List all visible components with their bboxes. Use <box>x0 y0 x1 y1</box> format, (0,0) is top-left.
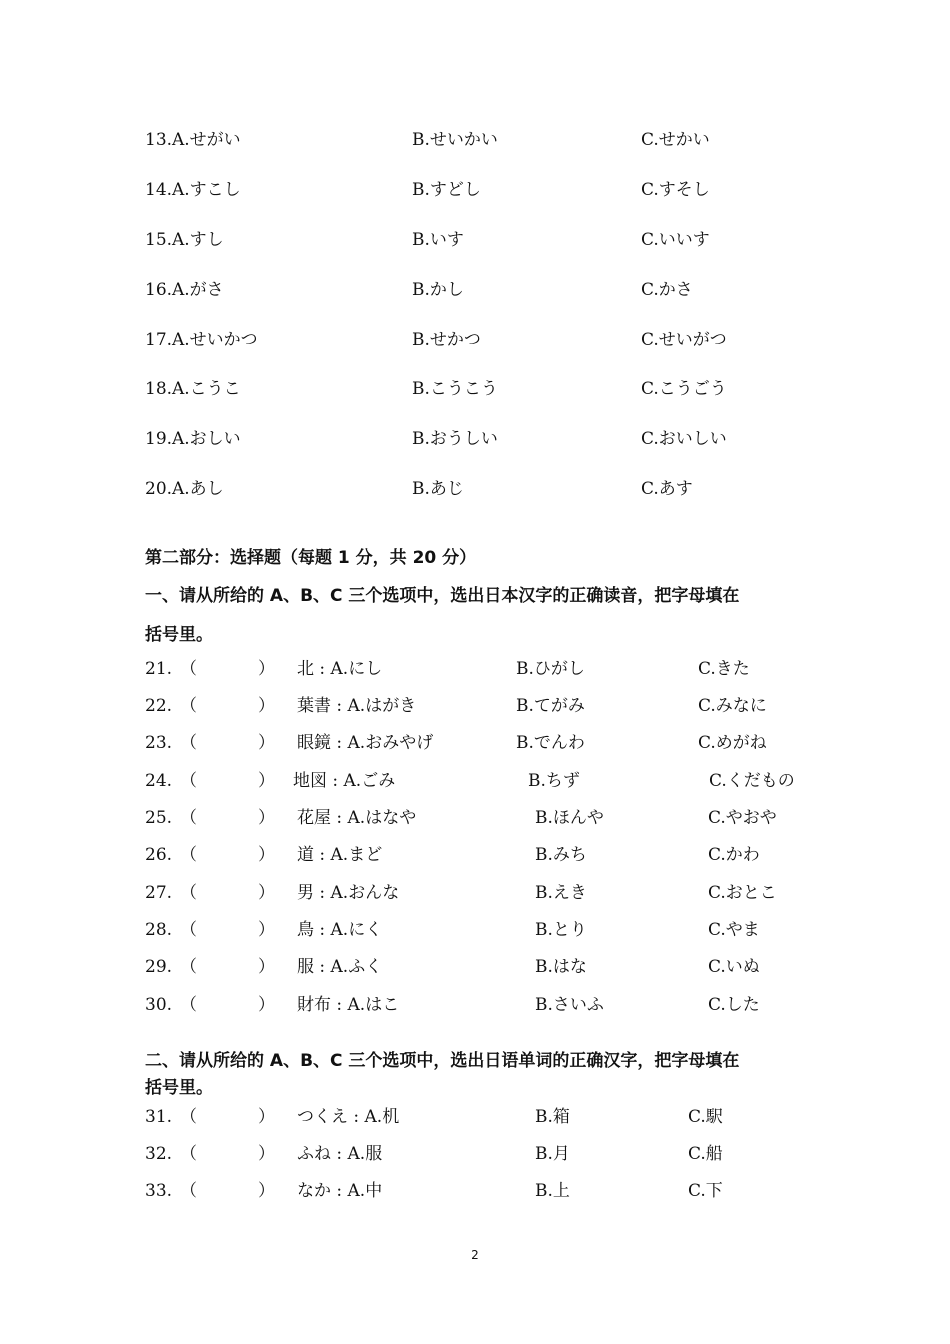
answer-paren-close: ） <box>258 883 275 903</box>
answer-paren-close: ） <box>258 771 275 791</box>
question-row <box>0 803 950 833</box>
question-number: 31. <box>145 1107 173 1127</box>
option-c: C.いぬ <box>708 957 760 977</box>
answer-paren-open[interactable]: （ <box>180 808 197 828</box>
question-number: 29. <box>145 957 173 977</box>
answer-paren-open[interactable]: （ <box>180 659 197 679</box>
answer-paren-close: ） <box>258 696 275 716</box>
option-b: B.月 <box>535 1144 570 1164</box>
question-with-option-a: 財布 : A.はこ <box>297 995 400 1015</box>
option-c: C.やま <box>708 920 760 940</box>
question-number: 14. <box>145 180 173 200</box>
option-b: B.すどし <box>412 180 481 200</box>
answer-paren-open[interactable]: （ <box>180 920 197 940</box>
answer-paren-close: ） <box>258 733 275 753</box>
option-b: B.おうしい <box>412 429 498 449</box>
question-with-option-a: 道 : A.まど <box>297 845 383 865</box>
option-a: A.すし <box>172 230 224 250</box>
option-b: B.とり <box>535 920 587 940</box>
question-number: 15. <box>145 230 173 250</box>
answer-paren-open[interactable]: （ <box>180 845 197 865</box>
option-b: B.はな <box>535 957 587 977</box>
question-row <box>0 1102 950 1132</box>
option-c: C.船 <box>688 1144 723 1164</box>
option-b: B.こうこう <box>412 379 498 399</box>
answer-paren-open[interactable]: （ <box>180 883 197 903</box>
question-number: 20. <box>145 479 173 499</box>
option-a: A.がさ <box>172 280 224 300</box>
section2-instruction-cont: 括号里。 <box>145 1078 213 1098</box>
question-with-option-a: 北 : A.にし <box>297 659 383 679</box>
question-with-option-a: 眼鏡 : A.おみやげ <box>297 733 434 753</box>
question-number: 13. <box>145 130 173 150</box>
option-b: B.みち <box>535 845 587 865</box>
question-number: 25. <box>145 808 173 828</box>
question-with-option-a: 男 : A.おんな <box>297 883 400 903</box>
option-c: C.せかい <box>641 130 710 150</box>
answer-paren-open[interactable]: （ <box>180 733 197 753</box>
question-number: 28. <box>145 920 173 940</box>
question-row <box>0 225 950 255</box>
question-row <box>0 952 950 982</box>
option-c: C.かさ <box>641 280 693 300</box>
answer-paren-close: ） <box>258 1181 275 1201</box>
option-c: C.おとこ <box>708 883 777 903</box>
option-b: B.てがみ <box>516 696 585 716</box>
question-number: 19. <box>145 429 173 449</box>
question-row <box>0 374 950 404</box>
answer-paren-open[interactable]: （ <box>180 1107 197 1127</box>
option-c: C.おいしい <box>641 429 727 449</box>
question-row <box>0 878 950 908</box>
question-row <box>0 990 950 1020</box>
option-b: B.上 <box>535 1181 570 1201</box>
question-row <box>0 1139 950 1169</box>
question-with-option-a: 地図 : A.ごみ <box>293 771 396 791</box>
question-row <box>0 840 950 870</box>
option-b: B.でんわ <box>516 733 585 753</box>
option-c: C.すそし <box>641 180 710 200</box>
option-b: B.ほんや <box>535 808 604 828</box>
question-number: 22. <box>145 696 173 716</box>
question-row <box>0 728 950 758</box>
question-with-option-a: ふね : A.服 <box>297 1144 383 1164</box>
question-row <box>0 424 950 454</box>
question-row <box>0 325 950 355</box>
question-row <box>0 175 950 205</box>
answer-paren-close: ） <box>258 920 275 940</box>
option-c: C.駅 <box>688 1107 723 1127</box>
option-b: B.いす <box>412 230 464 250</box>
option-c: C.せいがつ <box>641 330 727 350</box>
option-c: C.あす <box>641 479 693 499</box>
question-row <box>0 125 950 155</box>
question-number: 18. <box>145 379 173 399</box>
option-a: A.あし <box>172 479 224 499</box>
question-row <box>0 766 950 796</box>
question-with-option-a: 花屋 : A.はなや <box>297 808 417 828</box>
answer-paren-open[interactable]: （ <box>180 771 197 791</box>
question-with-option-a: なか : A.中 <box>297 1181 383 1201</box>
option-c: C.みなに <box>698 696 767 716</box>
question-row <box>0 474 950 504</box>
option-b: B.箱 <box>535 1107 570 1127</box>
option-b: B.せかつ <box>412 330 481 350</box>
question-with-option-a: 鳥 : A.にく <box>297 920 383 940</box>
question-row <box>0 1176 950 1206</box>
question-number: 30. <box>145 995 173 1015</box>
option-b: B.えき <box>535 883 587 903</box>
question-number: 26. <box>145 845 173 865</box>
option-b: B.かし <box>412 280 464 300</box>
option-c: C.やおや <box>708 808 777 828</box>
section1-instruction: 一、请从所给的 A、B、C 三个选项中，选出日本汉字的正确读音，把字母填在 <box>145 586 740 606</box>
option-c: C.いいす <box>641 230 710 250</box>
option-c: C.きた <box>698 659 750 679</box>
question-row <box>0 915 950 945</box>
option-c: C.めがね <box>698 733 767 753</box>
answer-paren-close: ） <box>258 957 275 977</box>
option-a: A.おしい <box>172 429 241 449</box>
page-number: 2 <box>471 1248 479 1262</box>
answer-paren-close: ） <box>258 659 275 679</box>
option-b: B.さいふ <box>535 995 604 1015</box>
option-c: C.した <box>708 995 760 1015</box>
option-c: C.こうごう <box>641 379 727 399</box>
question-number: 27. <box>145 883 173 903</box>
question-number: 33. <box>145 1181 173 1201</box>
part2-title: 第二部分：选择题（每题 1 分，共 20 分） <box>145 548 477 568</box>
question-with-option-a: 服 : A.ふく <box>297 957 383 977</box>
answer-paren-close: ） <box>258 808 275 828</box>
question-number: 16. <box>145 280 173 300</box>
option-b: B.ひがし <box>516 659 585 679</box>
option-a: A.すこし <box>172 180 241 200</box>
option-b: B.ちず <box>528 771 580 791</box>
option-c: C.下 <box>688 1181 723 1201</box>
answer-paren-open[interactable]: （ <box>180 696 197 716</box>
answer-paren-close: ） <box>258 1107 275 1127</box>
question-number: 24. <box>145 771 173 791</box>
answer-paren-open[interactable]: （ <box>180 1181 197 1201</box>
question-number: 21. <box>145 659 173 679</box>
answer-paren-close: ） <box>258 845 275 865</box>
question-number: 23. <box>145 733 173 753</box>
question-number: 32. <box>145 1144 173 1164</box>
option-b: B.せいかい <box>412 130 498 150</box>
question-row <box>0 691 950 721</box>
question-number: 17. <box>145 330 173 350</box>
option-a: A.せがい <box>172 130 241 150</box>
answer-paren-close: ） <box>258 995 275 1015</box>
answer-paren-close: ） <box>258 1144 275 1164</box>
question-row <box>0 275 950 305</box>
option-a: A.せいかつ <box>172 330 258 350</box>
option-c: C.くだもの <box>709 771 795 791</box>
option-c: C.かわ <box>708 845 760 865</box>
question-with-option-a: つくえ : A.机 <box>297 1107 400 1127</box>
option-b: B.あじ <box>412 479 464 499</box>
section1-instruction-cont: 括号里。 <box>145 625 213 645</box>
question-row <box>0 654 950 684</box>
answer-paren-open[interactable]: （ <box>180 1144 197 1164</box>
answer-paren-open[interactable]: （ <box>180 995 197 1015</box>
section2-instruction: 二、请从所给的 A、B、C 三个选项中，选出日语单词的正确汉字，把字母填在 <box>145 1051 740 1071</box>
answer-paren-open[interactable]: （ <box>180 957 197 977</box>
option-a: A.こうこ <box>172 379 241 399</box>
question-with-option-a: 葉書 : A.はがき <box>297 696 417 716</box>
